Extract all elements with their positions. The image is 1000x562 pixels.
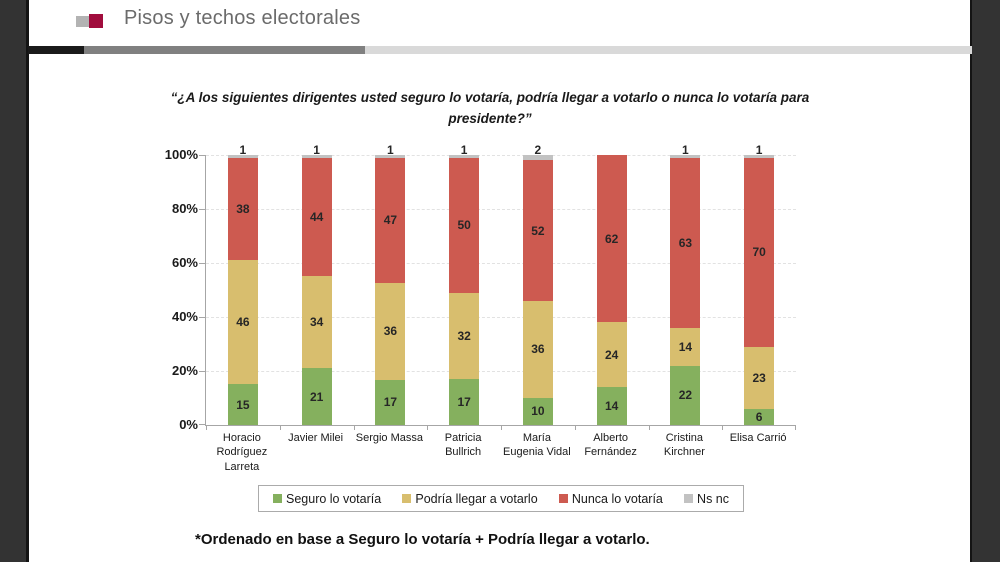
segment-value-ns: 2 (534, 143, 542, 157)
y-axis-tick-20 (199, 371, 206, 372)
header-divider-gray (84, 46, 365, 54)
x-axis-tick (280, 425, 281, 430)
legend-marker-icon (559, 494, 568, 503)
bar-3 (375, 143, 405, 425)
bar-segment (302, 276, 332, 368)
segment-value-ns: 1 (755, 143, 763, 157)
segment-value: 62 (604, 231, 619, 246)
legend-item-3 (559, 492, 663, 506)
right-letterbox (970, 0, 1000, 562)
header-divider-light (365, 46, 972, 54)
left-letterbox (0, 0, 29, 562)
bar-segment (228, 158, 258, 261)
bar-segment (228, 260, 258, 384)
segment-value-ns: 1 (313, 143, 320, 157)
segment-value: 36 (383, 324, 398, 339)
x-axis-tick (354, 425, 355, 430)
segment-value: 63 (678, 235, 693, 250)
bar-segment (670, 366, 700, 425)
bar-segment (670, 328, 700, 366)
legend-marker-icon (273, 494, 282, 503)
y-axis-tick-80 (199, 209, 206, 210)
x-axis-category-1: Horacio Rodríguez Larreta (216, 432, 268, 473)
bar-segment (744, 409, 774, 425)
x-axis-tick (649, 425, 650, 430)
x-axis-tick (722, 425, 723, 430)
segment-value-ns: 1 (387, 143, 394, 157)
bar-2 (302, 143, 332, 425)
legend-item-2 (402, 492, 537, 506)
x-axis-category-2: Javier Milei (288, 432, 344, 444)
segment-value: 36 (531, 342, 545, 357)
segment-value: 70 (752, 245, 766, 260)
legend-label: Nunca lo votaría (571, 491, 663, 506)
segment-value: 24 (604, 347, 619, 362)
segment-value: 6 (755, 409, 763, 424)
x-axis-tick (206, 425, 207, 430)
x-axis-tick (795, 425, 796, 430)
segment-value: 17 (457, 395, 471, 410)
legend-label: Seguro lo votaría (286, 491, 382, 506)
x-axis-tick (501, 425, 502, 430)
segment-value: 38 (236, 201, 250, 216)
bar-segment (523, 398, 553, 425)
slide-header-title: Pisos y techos electorales (124, 7, 361, 29)
segment-value: 22 (678, 388, 693, 403)
y-axis-tick-100 (199, 155, 206, 156)
segment-value: 10 (531, 404, 545, 419)
y-axis-tick-0 (199, 424, 206, 425)
segment-value: 14 (678, 339, 693, 354)
legend-item-1 (273, 492, 381, 506)
segment-value: 23 (752, 370, 766, 385)
gridline-40 (206, 317, 796, 318)
bar-segment (375, 283, 405, 379)
segment-value-ns: 1 (682, 143, 689, 157)
bar-6 (597, 155, 627, 425)
segment-value: 21 (309, 389, 324, 404)
legend-marker-icon (402, 494, 411, 503)
legend (258, 485, 744, 512)
segment-value: 34 (309, 315, 324, 330)
segment-value: 15 (236, 397, 250, 412)
y-axis-label-0: 0% (179, 417, 198, 432)
segment-value: 46 (236, 315, 250, 330)
plot-area (164, 143, 796, 432)
bar-segment (597, 387, 627, 425)
y-axis-tick-60 (199, 263, 206, 264)
y-axis-tick-40 (199, 317, 206, 318)
bar-segment (744, 347, 774, 409)
x-axis-category-4: Patricia Bullrich (444, 432, 482, 459)
gridline-20 (206, 371, 796, 372)
x-axis-category-3: Sergio Massa (355, 432, 423, 444)
gridline-80 (206, 209, 796, 210)
segment-value: 50 (457, 218, 471, 233)
x-axis-category-6: Alberto Fernández (584, 432, 637, 459)
gridline-60 (206, 263, 796, 264)
y-axis-label-100: 100% (164, 147, 198, 162)
bar-segment (228, 384, 258, 425)
segment-value-ns: 1 (460, 143, 468, 157)
x-axis-labels (205, 431, 795, 474)
legend-item-4 (684, 492, 729, 506)
bar-segment (302, 158, 332, 277)
chart-title: “¿A los siguientes dirigentes usted seguro lo votaría, podría llegar a votarlo o nunca lo votaría para presidente?” (170, 90, 810, 126)
x-axis-tick (427, 425, 428, 430)
bar-segment (375, 380, 405, 425)
bar-segment (597, 322, 627, 387)
legend-label: Ns nc (697, 491, 729, 506)
bar-1 (228, 143, 258, 425)
bar-segment (449, 379, 479, 425)
bar-segment (670, 158, 700, 328)
bar-segment (302, 368, 332, 425)
segment-value: 14 (604, 399, 619, 414)
bar-4 (449, 143, 479, 425)
x-axis-tick (575, 425, 576, 430)
header-bullet-crimson-icon (89, 14, 103, 28)
legend-label: Podría llegar a votarlo (415, 491, 538, 506)
bar-8 (744, 143, 774, 425)
bar-7 (670, 143, 700, 425)
segment-value: 47 (383, 213, 398, 228)
x-axis-category-8: Elisa Carrió (729, 432, 787, 444)
legend-marker-icon (684, 494, 693, 503)
bar-5 (523, 143, 553, 425)
y-axis-label-60: 60% (171, 255, 198, 270)
segment-value: 32 (457, 328, 471, 343)
segment-value: 17 (383, 395, 398, 410)
header-bullet-gray-icon (76, 16, 89, 27)
y-axis-label-20: 20% (171, 363, 198, 378)
bar-segment (449, 293, 479, 379)
segment-value: 52 (531, 223, 545, 238)
x-axis-category-7: Cristina Kirchner (663, 432, 705, 459)
bar-segment (523, 160, 553, 300)
footnote: *Ordenado en base a Seguro lo votaría + Podría llegar a votarlo. (195, 531, 650, 548)
bar-segment (523, 301, 553, 398)
bar-segment (449, 158, 479, 293)
bar-segment (597, 155, 627, 322)
y-axis-label-40: 40% (171, 309, 198, 324)
segment-value-ns: 1 (239, 143, 247, 157)
bar-segment (744, 158, 774, 347)
y-axis-label-80: 80% (171, 201, 198, 216)
bar-segment (375, 158, 405, 284)
x-axis-category-5: María Eugenia Vidal (503, 432, 571, 459)
segment-value: 44 (309, 210, 324, 225)
header-divider-dark (28, 46, 84, 54)
